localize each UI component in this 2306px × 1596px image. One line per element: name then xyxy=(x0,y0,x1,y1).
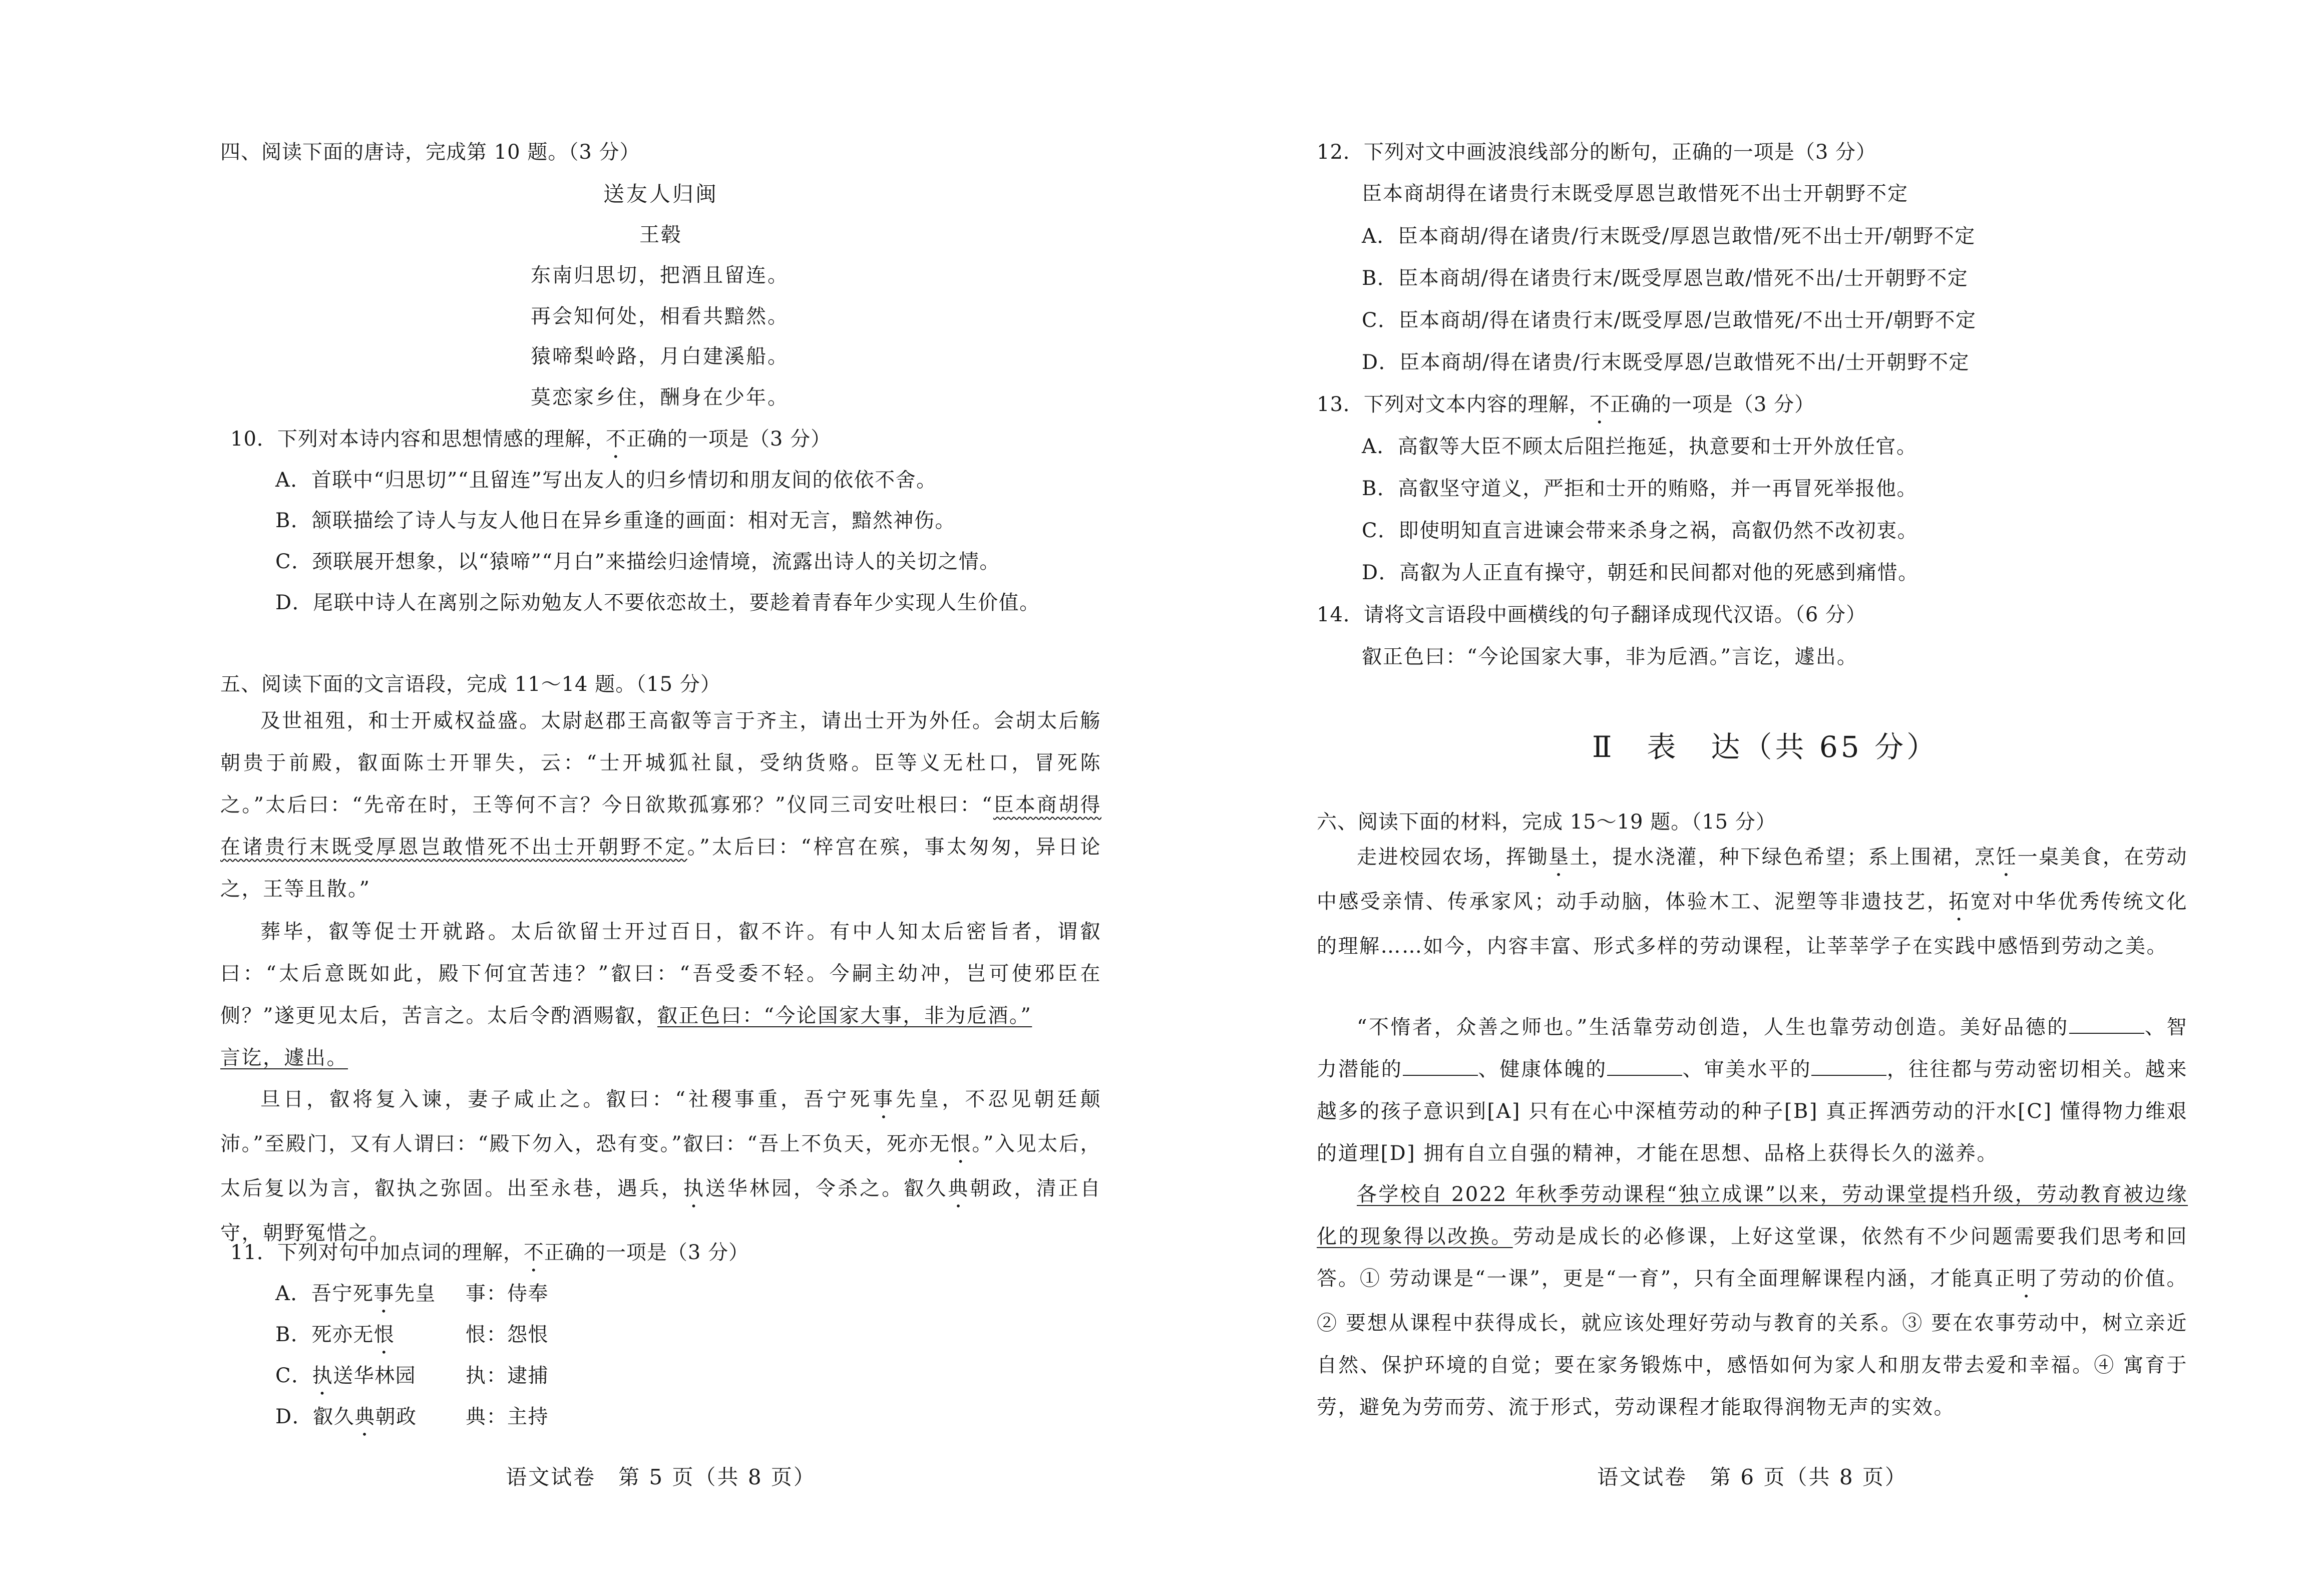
page-footer: 语文试卷 第 5 页（共 8 页） xyxy=(506,1465,816,1489)
q11-option-a: A．吾宁死事先皇 事：侍奉 xyxy=(275,1282,549,1305)
fill-blank xyxy=(2069,1015,2144,1034)
emphasis-mark: 不 xyxy=(605,428,626,451)
right-page xyxy=(1317,0,2188,1596)
q12-option-c: C．臣本商胡/得在诸贵行末/既受厚恩/岂敢惜死/不出士开/朝野不定 xyxy=(1362,309,1977,332)
question-11: 11．下列对句中加点词的理解，不正确的一项是（3 分） xyxy=(230,1241,749,1264)
q12-option-a: A．臣本商胡/得在诸贵/行末既受/厚恩岂敢惜/死不出士开/朝野不定 xyxy=(1362,225,1976,248)
material-paragraph-2: “不惰者，众善之师也。”生活靠劳动创造，人生也靠劳动创造。美好品德的 、智力潜能的 、健康体魄的 、审美水平的 ，往往都与劳动密切相关。越来越多的孩子意识到[A] 只有在心中深植劳动的种子[B] 真正挥洒劳动的汗水[C] 懂得物力维艰的道理[D] 拥有自立自强的精神，才能在思想、品格上获得长久的滋养。 xyxy=(1317,1016,2188,1165)
question-14: 14．请将文言语段中画横线的句子翻译成现代汉语。（6 分） xyxy=(1317,603,1867,626)
q12-sentence: 臣本商胡得在诸贵行末既受厚恩岂敢惜死不出士开朝野不定 xyxy=(1362,182,1908,205)
passage-paragraph-2: 葬毕，叡等促士开就路。太后欲留士开过百日，叡不许。有中人知太后密旨者，谓叡曰：“太后意既如此，殿下何宜苦违？”叡曰：“吾受委不轻。今嗣主幼冲，岂可使邪臣在侧？”遂更见太后，苦言之。太后令酌酒赐叡，叡正色曰：“今论国家大事，非为卮酒。” 言讫，遽出。 xyxy=(220,920,1101,1069)
section-4-heading: 四、阅读下面的唐诗，完成第 10 题。（3 分） xyxy=(220,141,640,164)
underlined-sentence: 叡正色曰：“今论国家大事，非为卮酒。” xyxy=(657,1004,1032,1027)
poem-line: 莫恋家乡住，酬身在少年。 xyxy=(531,386,789,409)
material-paragraph-3: 各学校自 2022 年秋季劳动课程“独立成课”以来，劳动课堂提档升级，劳动教育被边缘化的现象得以改换。劳动是成长的必修课，上好这堂课，依然有不少问题需要我们思考和回答。① 劳动课是“一课”，更是“一育”，只有全面理解课程内涵，才能真正明了劳动的价值。② 要想从课程中获得成长，就应该处理好劳动与教育的关系。③ 要在农事劳动中，树立亲近自然、保护环境的自觉；要在家务锻炼中，感悟如何为家人和朋友带去爱和幸福。④ 寓育于劳，避免为劳而劳、流于形式，劳动课程才能取得润物无声的实效。 xyxy=(1317,1183,2188,1419)
q11-option-b: B．死亦无恨 恨：怨恨 xyxy=(275,1323,549,1346)
fill-blank xyxy=(1607,1057,1682,1076)
question-10: 10．下列对本诗内容和思想情感的理解，不正确的一项是（3 分） xyxy=(230,428,832,451)
q10-option-a: A．首联中“归思切”“且留连”写出友人的归乡情切和朋友间的依依不舍。 xyxy=(275,469,937,492)
wavy-underlined-sentence: 臣本商胡得在诸贵行末既受厚恩岂敢惜死不出士开朝野不定 xyxy=(220,793,1101,859)
q12-option-b: B．臣本商胡/得在诸贵行末/既受厚恩岂敢/惜死不出/士开朝野不定 xyxy=(1362,267,1969,290)
emphasis-mark: 不 xyxy=(1589,393,1610,416)
left-page xyxy=(220,0,1101,1596)
poem-title: 送友人归闽 xyxy=(603,182,718,206)
passage-paragraph-1: 及世祖殂，和士开威权益盛。太尉赵郡王高叡等言于齐主，请出士开为外任。会胡太后觞朝贵于前殿，叡面陈士开罪失，云：“士开城狐社鼠，受纳货赂。臣等义无杜口，冒死陈之。”太后曰：“先帝在时，王等何不言？今日欲欺孤寡邪？”仪同三司安吐根曰：“臣本商胡得在诸贵行末既受厚恩岂敢惜死不出士开朝野不定。”太后曰：“梓宫在殡，事太匆匆，异日论之，王等且散。” xyxy=(220,709,1101,901)
q13-option-b: B．高叡坚守道义，严拒和士开的贿赂，并一再冒死举报他。 xyxy=(1362,477,1917,500)
section-6-heading: 六、阅读下面的材料，完成 15～19 题。（15 分） xyxy=(1317,811,1776,834)
q10-option-d: D．尾联中诗人在离别之际劝勉友人不要依恋故土，要趁着青春年少实现人生价值。 xyxy=(275,591,1040,614)
poem-line: 东南归思切，把酒且留连。 xyxy=(531,264,789,287)
question-13: 13．下列对文本内容的理解，不正确的一项是（3 分） xyxy=(1317,393,1815,416)
poem-author: 王毂 xyxy=(639,223,682,246)
q11-option-c: C．执送华林园 执：逮捕 xyxy=(275,1364,549,1387)
q11-option-d: D．叡久典朝政 典：主持 xyxy=(275,1405,549,1428)
page-footer: 语文试卷 第 6 页（共 8 页） xyxy=(1597,1465,1907,1489)
passage-paragraph-3: 旦日，叡将复入谏，妻子咸止之。叡曰：“社稷事重，吾宁死事先皇，不忍见朝廷颠沛。”至殿门，又有人谓曰：“殿下勿入，恐有变。”叡曰：“吾上不负天，死亦无恨。”入见太后，太后复以为言，叡执之弥固。出至永巷，遇兵，执送华林园，令杀之。叡久典朝政，清正自守，朝野冤惜之。 xyxy=(220,1088,1102,1245)
q13-option-c: C．即使明知直言进谏会带来杀身之祸，高叡仍然不改初衷。 xyxy=(1362,519,1918,542)
section-5-heading: 五、阅读下面的文言语段，完成 11～14 题。（15 分） xyxy=(220,673,721,696)
underlined-sentence: 各学校自 2022 年秋季劳动课程“独立成课”以来，劳动课堂提档升级，劳动教育被边缘化的现象得以改换。 xyxy=(1317,1183,2188,1248)
material-paragraph-1: 走进校园农场，挥锄垦土，提水浇灌，种下绿色希望；系上围裙，烹饪一桌美食，在劳动中感受亲情、传承家风；动手动脑，体验木工、泥塑等非遗技艺，拓宽对中华优秀传统文化的理解……如今，内容丰富、形式多样的劳动课程，让莘莘学子在实践中感悟到劳动之美。 xyxy=(1317,846,2188,958)
underlined-sentence: 言讫，遽出。 xyxy=(220,1046,348,1069)
q13-option-d: D．高叡为人正直有操守，朝廷和民间都对他的死感到痛惜。 xyxy=(1362,561,1919,584)
q14-sentence: 叡正色曰：“今论国家大事，非为卮酒。”言讫，遽出。 xyxy=(1362,645,1858,668)
q13-option-a: A．高叡等大臣不顾太后阻拦拖延，执意要和士开外放任官。 xyxy=(1362,435,1917,458)
q10-option-b: B．颔联描绘了诗人与友人他日在异乡重逢的画面：相对无言，黯然神伤。 xyxy=(275,509,956,532)
fill-blank xyxy=(1811,1057,1886,1076)
poem-line: 再会知何处，相看共黯然。 xyxy=(531,305,789,328)
emphasis-mark: 不 xyxy=(523,1241,544,1264)
q10-option-c: C．颈联展开想象，以“猿啼”“月白”来描绘归途情境，流露出诗人的关切之情。 xyxy=(275,550,1000,573)
fill-blank xyxy=(1403,1057,1478,1076)
question-12: 12．下列对文中画波浪线部分的断句，正确的一项是（3 分） xyxy=(1317,141,1877,164)
poem-line: 猿啼梨岭路，月白建溪船。 xyxy=(531,345,789,368)
part-2-title: Ⅱ 表 达（共 65 分） xyxy=(1592,730,1939,764)
q12-option-d: D．臣本商胡/得在诸贵/行末既受厚恩/岂敢惜死不出/士开朝野不定 xyxy=(1362,351,1970,374)
